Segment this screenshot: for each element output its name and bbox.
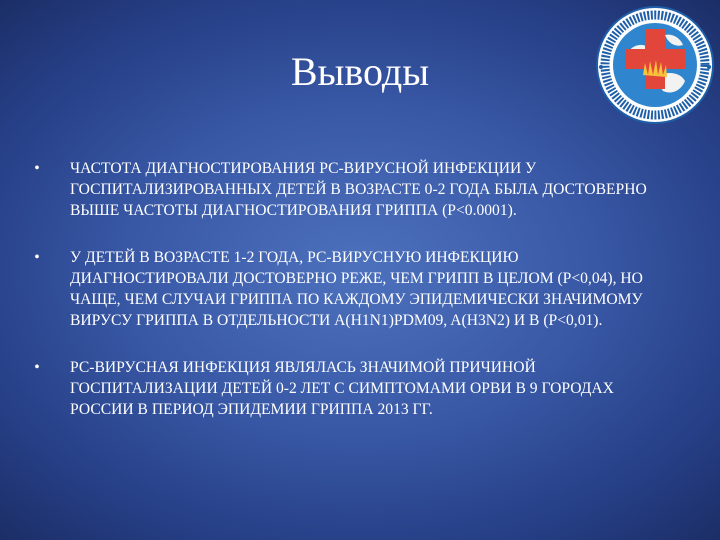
list-item (30, 247, 670, 331)
bullet-marker: • (34, 359, 40, 376)
slide-title: Выводы (290, 49, 430, 94)
conclusions-list (30, 158, 670, 420)
list-item (30, 357, 670, 420)
bullet-text: РС-ВИРУСНАЯ ИНФЕКЦИЯ ЯВЛЯЛАСЬ ЗНАЧИМОЙ ПРИЧИНОЙ ГОСПИТАЛИЗАЦИИ ДЕТЕЙ 0-2 ЛЕТ С СИМПТОМАМИ ОРВИ В 9 ГОРОДАХ РОССИИ В ПЕРИОД ЭПИДЕМИИ ГРИППА 2013 ГГ. (70, 359, 614, 418)
emblem-star-left (599, 65, 603, 69)
emblem-star-right (707, 65, 711, 69)
bullet-marker: • (34, 249, 40, 266)
list-item (30, 158, 670, 221)
bullet-text: У ДЕТЕЙ В ВОЗРАСТЕ 1-2 ГОДА, РС-ВИРУСНУЮ ИНФЕКЦИЮ ДИАГНОСТИРОВАЛИ ДОСТОВЕРНО РЕЖЕ, ЧЕМ ГРИПП В ЦЕЛОМ (P<0,04), НО ЧАЩЕ, ЧЕМ СЛУЧАИ ГРИППА ПО КАЖДОМУ ЭПИДЕМИЧЕСКИ ЗНАЧИМОМУ ВИРУСУ ГРИППА В ОТДЕЛЬНОСТИ A(H1N1)PDM09, A(H3N2) И B (P<0,01). (70, 249, 643, 329)
bullet-text: ЧАСТОТА ДИАГНОСТИРОВАНИЯ РС-ВИРУСНОЙ ИНФЕКЦИИ У ГОСПИТАЛИЗИРОВАННЫХ ДЕТЕЙ В ВОЗРАСТЕ 0-2 ГОДА БЫЛА ДОСТОВЕРНО ВЫШЕ ЧАСТОТЫ ДИАГНОСТИРОВАНИЯ ГРИППА (P<0.0001). (70, 160, 647, 219)
bullet-marker: • (34, 160, 40, 177)
globe-red-cross-emblem-icon (595, 5, 715, 125)
